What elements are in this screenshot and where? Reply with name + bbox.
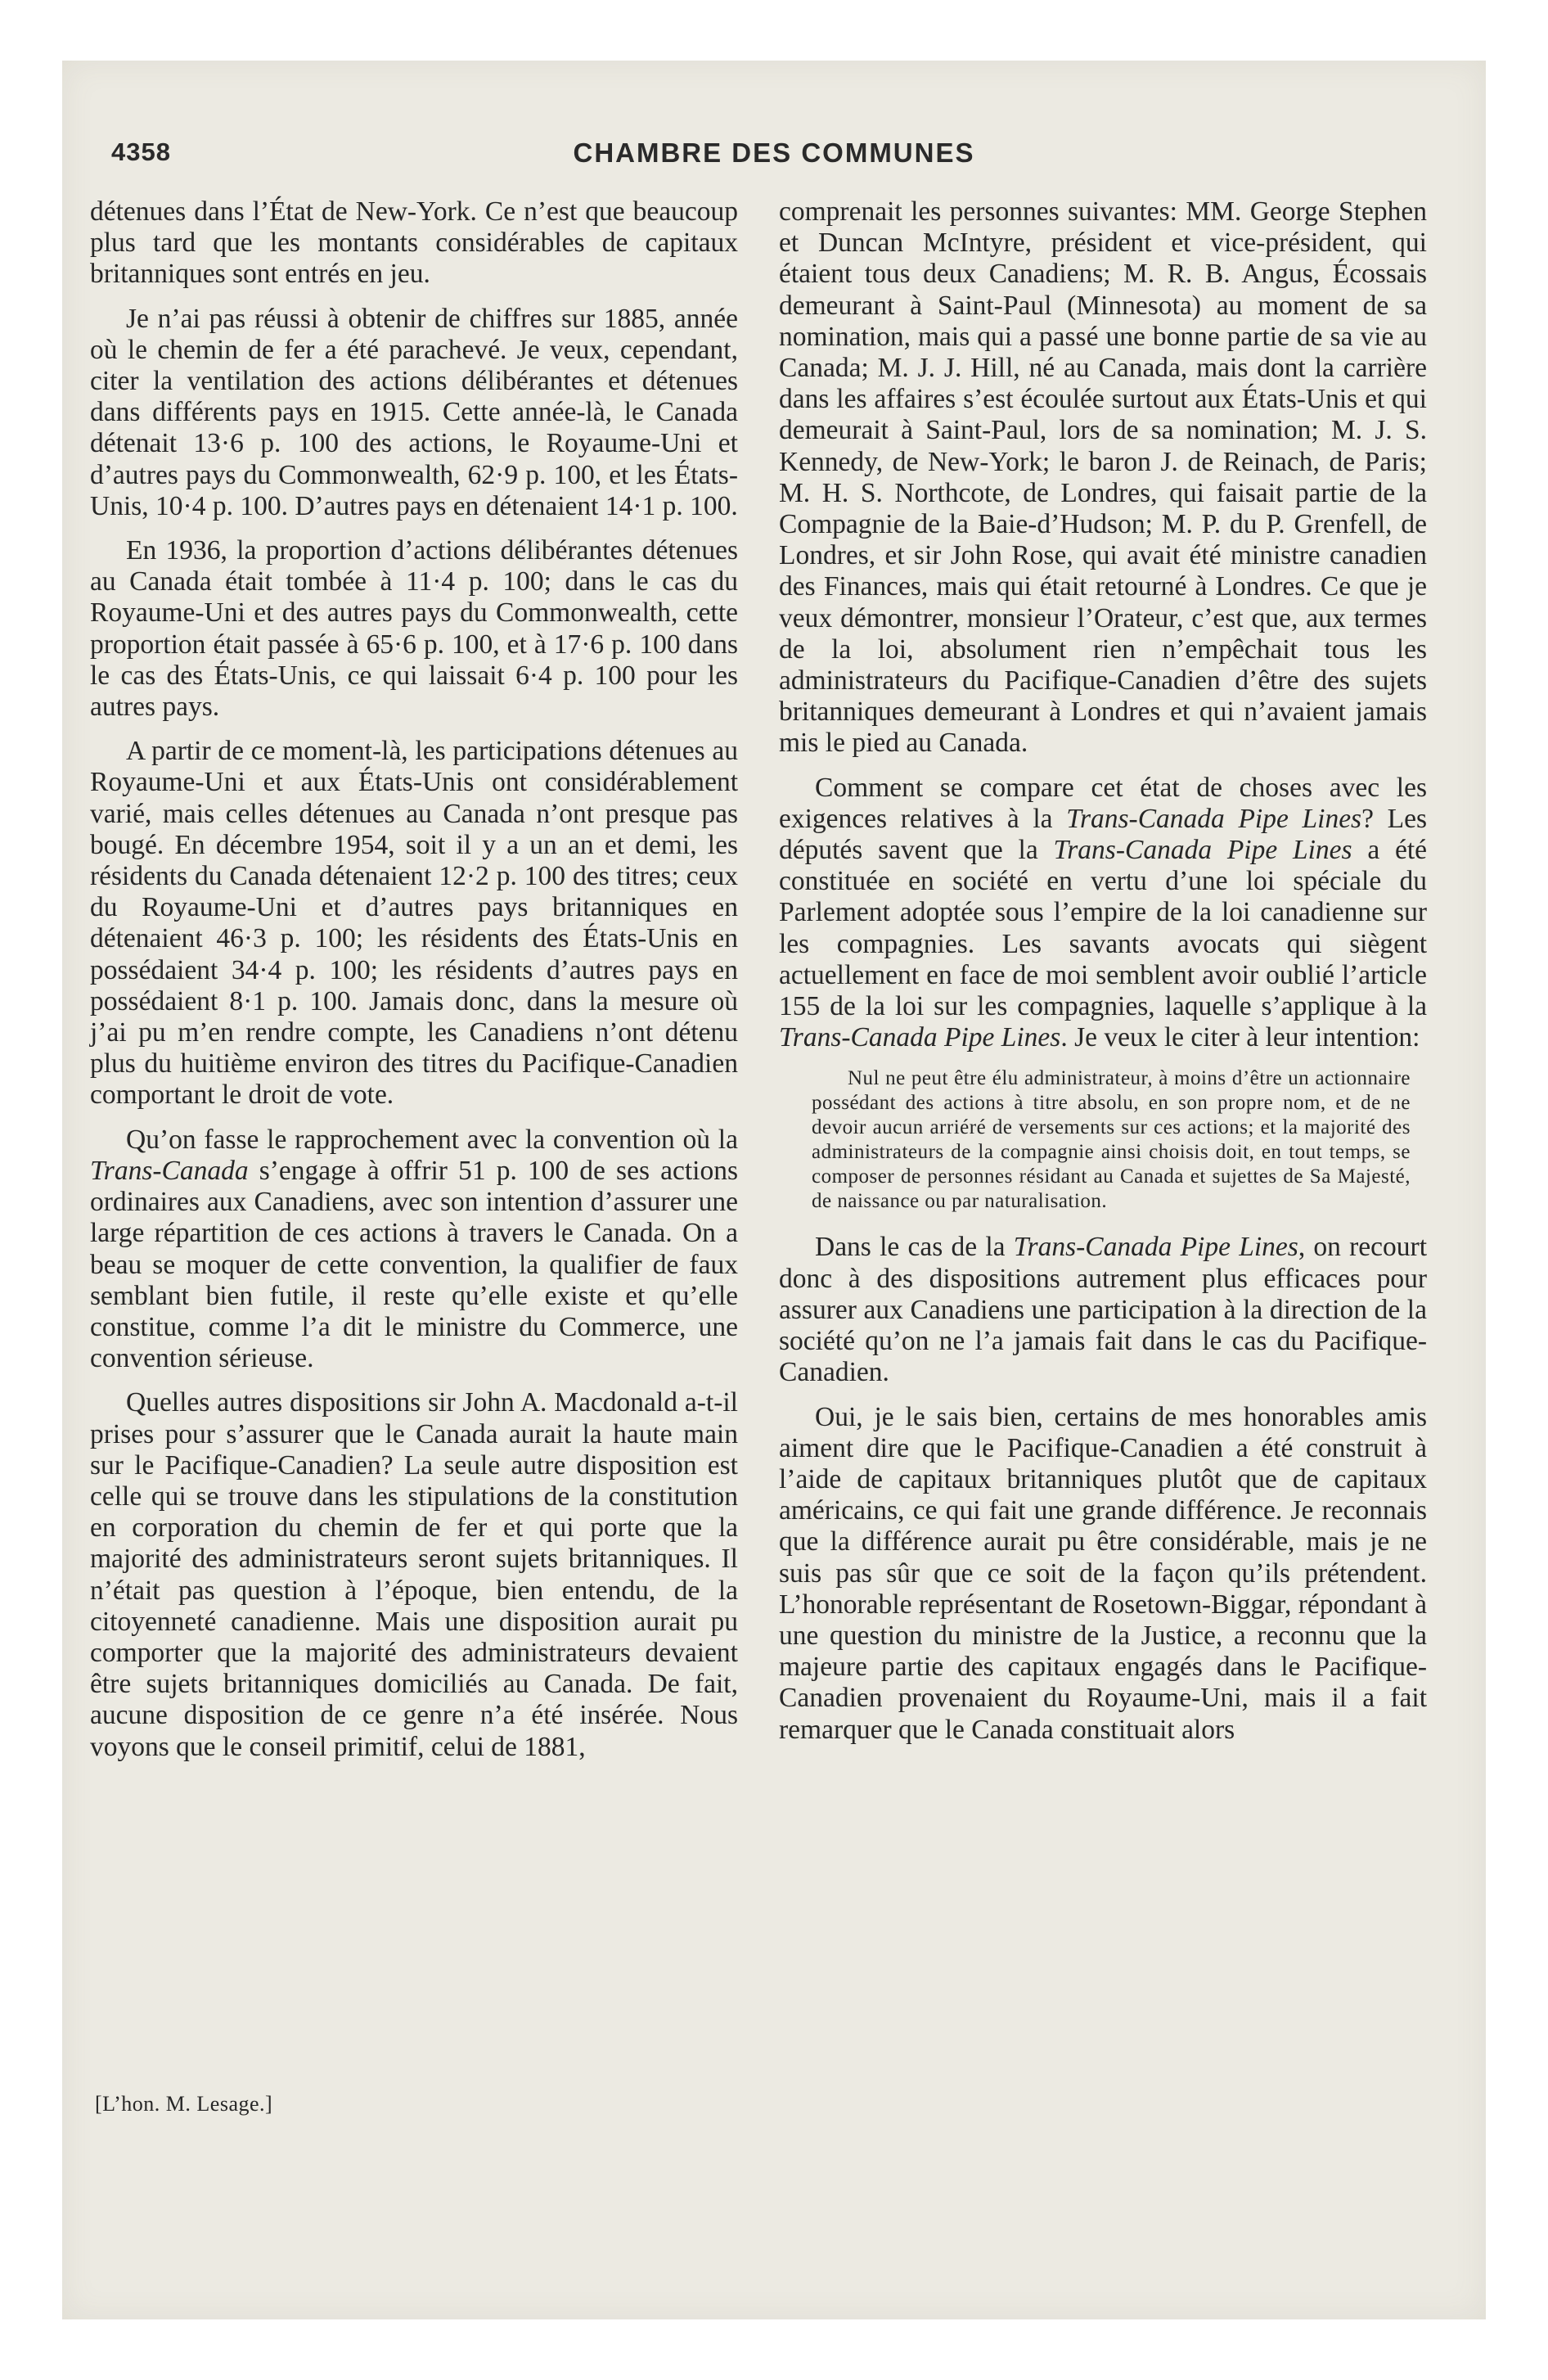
text-run: . Je veux le citer à leur intention: xyxy=(1060,1022,1420,1053)
page-number: 4358 xyxy=(111,137,171,166)
block-quote: Nul ne peut être élu administrateur, à moins d’être un actionnaire possédant des actions à titre absolu, en son propre nom, et de ne devoir aucun arriéré de versements sur ces actions; et la majorité des administrateurs de la compagnie ainsi choisis doit, en tout temps, se composer de personnes résidant au Canada et sujettes de Sa Majesté, de naissance ou par naturalisation. xyxy=(812,1067,1411,1213)
text-run: a été constituée en société en vertu d’une loi spéciale du Parlement adoptée sous l’empire de la loi canadienne sur les compagnies. Les savants avocats qui siègent actuellement en face de moi semblent avoir oublié l’article 155 de la loi sur les compagnies, laquelle s’applique à la xyxy=(779,835,1427,1022)
paragraph: A partir de ce moment-là, les participations détenues au Royaume-Uni et aux États-Unis ont considérablement varié, mais celles détenues au Canada n’ont presque pas bougé. En décembre 1954, soit il y a un an et demi, les résidents du Canada détenaient 12·2 p. 100 des titres; ceux du Royaume-Uni et d’autres pays britanniques en détenaient 46·3 p. 100; les résidents des États-Unis en possédaient 34·4 p. 100; les résidents d’autres pays en possédaient 8·1 p. 100. Jamais donc, dans la mesure où j’ai pu m’en rendre compte, les Canadiens n’ont détenu plus du huitième environ des titres du Pacifique-Canadien comportant le droit de vote. xyxy=(90,736,738,1111)
text-run: Comment se compare cet état de choses avec les exigences relatives à la xyxy=(779,772,1427,834)
left-column xyxy=(90,196,738,1776)
paragraph: En 1936, la proportion d’actions délibérantes détenues au Canada était tombée à 11·4 p. 100; dans le cas du Royaume-Uni et des autres pays du Commonwealth, cette proportion était passée à 65·6 p. 100, et à 17·6 p. 100 dans le cas des États-Unis, ce qui laissait 6·4 p. 100 pour les autres pays. xyxy=(90,535,738,723)
paragraph: Quelles autres dispositions sir John A. Macdonald a-t-il prises pour s’assurer que le Canada aurait la haute main sur le Pacifique-Canadien? La seule autre disposition est celle qui se trouve dans les stipulations de la constitution en corporation du chemin de fer et qui porte que la majorité des administrateurs seront sujets britanniques. Il n’était pas question à l’époque, bien entendu, de la citoyenneté canadienne. Mais une disposition aurait pu comporter que la majorité des administrateurs devaient être sujets britanniques domiciliés au Canada. De fait, aucune disposition de ce genre n’a été insérée. Nous voyons que le conseil primitif, celui de 1881, xyxy=(90,1387,738,1762)
italic-term: Trans-Canada Pipe Lines xyxy=(1013,1232,1298,1263)
text-run: ? Les députés savent que la xyxy=(779,803,1427,866)
paragraph: Oui, je le sais bien, certains de mes honorables amis aiment dire que le Pacifique-Canadien a été construit à l’aide de capitaux britanniques plutôt que de capitaux américains, ce qui fait une grande différence. Je reconnais que la différence aurait pu être considérable, mais je ne suis pas sûr que ce soit de la façon qu’ils prétendent. L’honorable représentant de Rosetown-Biggar, répondant à une question du ministre de la Justice, a reconnu que la majeure partie des capitaux engagés dans le Pacifique-Canadien provenaient du Royaume-Uni, mais il a fait remarquer que le Canada constituait alors xyxy=(779,1401,1427,1745)
paragraph: comprenait les personnes suivantes: MM. George Stephen et Duncan McIntyre, président et vice-président, qui étaient tous deux Canadiens; M. R. B. Angus, Écossais demeurant à Saint-Paul (Minnesota) au moment de sa nomination, mais qui a passé une bonne partie de sa vie au Canada; M. J. J. Hill, né au Canada, mais dont la carrière dans les affaires s’est écoulée surtout aux États-Unis et qui demeurait à Saint-Paul, lors de sa nomination; M. J. S. Kennedy, de New-York; le baron J. de Reinach, de Paris; M. H. S. Northcote, de Londres, qui faisait partie de la Compagnie de la Baie-d’Hudson; M. P. du P. Grenfell, de Londres, et sir John Rose, qui avait été ministre canadien des Finances, mais qui était retourné à Londres. Ce que je veux démontrer, monsieur l’Orateur, c’est que, aux termes de la loi, absolument rien n’empêchait tous les administrateurs du Pacifique-Canadien d’être des sujets britanniques demeurant à Londres et qui n’avaient jamais mis le pied au Canada. xyxy=(779,196,1427,759)
text-run: s’engage à offrir 51 p. 100 de ses actions ordinaires aux Canadiens, avec son intention d’assurer une large répartition de ces actions à travers le Canada. On a beau se moquer de cette convention, la qualifier de faux semblant bien futile, il reste qu’elle existe et qu’elle constitue, comme l’a dit le ministre du Commerce, une convention sérieuse. xyxy=(90,1155,738,1374)
italic-term: Trans-Canada Pipe Lines xyxy=(1066,803,1362,834)
paragraph xyxy=(779,1232,1427,1388)
running-title: CHAMBRE DES COMMUNES xyxy=(573,137,975,168)
italic-term: Trans-Canada xyxy=(90,1155,249,1186)
paragraph xyxy=(779,773,1427,1054)
speaker-attribution: [L’hon. M. Lesage.] xyxy=(95,2092,273,2116)
right-column xyxy=(779,196,1427,1759)
text-run: Dans le cas de la xyxy=(815,1232,1014,1263)
paragraph: détenues dans l’État de New-York. Ce n’est que beaucoup plus tard que les montants considérables de capitaux britanniques sont entrés en jeu. xyxy=(90,196,738,290)
paragraph: Je n’ai pas réussi à obtenir de chiffres sur 1885, année où le chemin de fer a été parachevé. Je veux, cependant, citer la ventilation des actions délibérantes et détenues dans différents pays en 1915. Cette année-là, le Canada détenait 13·6 p. 100 des actions, le Royaume-Uni et d’autres pays du Commonwealth, 62·9 p. 100, et les États-Unis, 10·4 p. 100. D’autres pays en détenaient 14·1 p. 100. xyxy=(90,303,738,521)
italic-term: Trans-Canada Pipe Lines xyxy=(1053,835,1352,866)
text-run: Qu’on fasse le rapprochement avec la convention où la xyxy=(126,1124,738,1155)
text-run: , on recourt donc à des dispositions autrement plus efficaces pour assurer aux Canadiens une participation à la direction de la société qu’on ne l’a jamais fait dans le cas du Pacifique-Canadien. xyxy=(779,1232,1428,1388)
italic-term: Trans-Canada Pipe Lines xyxy=(779,1022,1061,1053)
paragraph xyxy=(90,1125,738,1375)
page-header xyxy=(111,137,1437,178)
